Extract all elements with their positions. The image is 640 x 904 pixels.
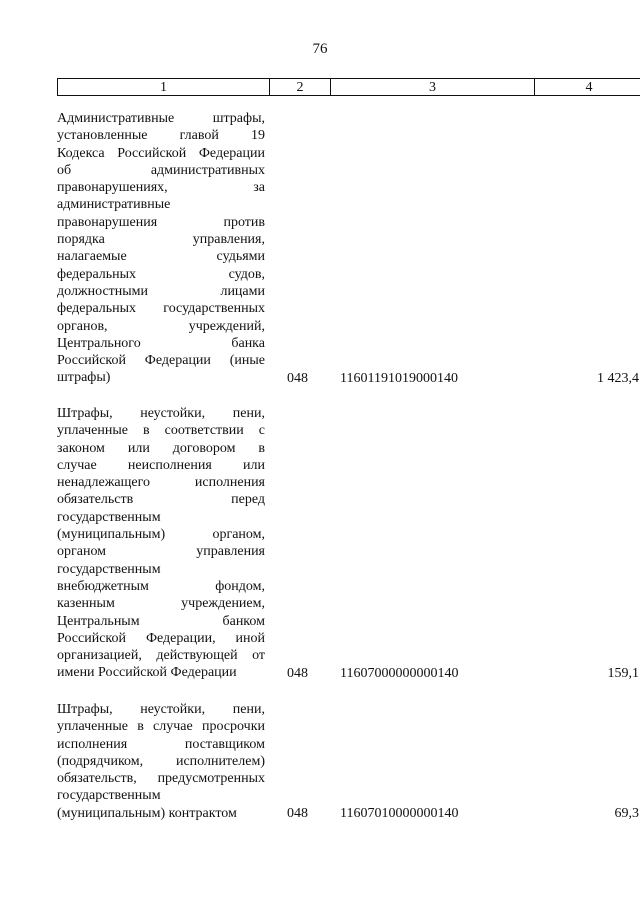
row-kbk-code: 11607010000000140 <box>340 806 459 822</box>
description-line: Центрального банка <box>57 335 265 351</box>
description-line: уплаченные в соответствии с <box>57 423 265 439</box>
description-line: Российской Федерации (иные <box>57 353 265 369</box>
description-line: Российской Федерации, иной <box>57 630 265 646</box>
description-line: имени Российской Федерации <box>57 665 237 681</box>
row-description <box>57 701 265 822</box>
description-line: случае неисполнения или <box>57 457 265 473</box>
row-description <box>57 110 265 387</box>
table-header-col-4: 4 <box>534 79 640 95</box>
description-line: федеральных судов, <box>57 266 265 282</box>
description-line: организацией, действующей от <box>57 648 265 664</box>
description-line: обязательств, предусмотренных <box>57 771 265 787</box>
row-admin-code: 048 <box>287 806 308 822</box>
description-line: установленные главой 19 <box>57 128 265 144</box>
page-number: 76 <box>312 41 328 57</box>
description-line: исполнения поставщиком <box>57 736 265 752</box>
description-line: (муниципальным) контрактом <box>57 805 237 821</box>
description-line: государственным <box>57 788 161 804</box>
row-kbk-code: 11607000000000140 <box>340 665 459 681</box>
description-line: об административных <box>57 162 265 178</box>
table-row <box>57 110 640 387</box>
row-admin-code: 048 <box>287 370 308 386</box>
description-line: правонарушениях, за <box>57 180 265 196</box>
description-line: порядка управления, <box>57 232 265 248</box>
description-line: органом управления <box>57 544 265 560</box>
row-amount: 159,1 <box>607 665 639 681</box>
table-row <box>57 405 640 682</box>
table-header-col-2: 2 <box>269 79 330 95</box>
description-line: должностными лицами <box>57 283 265 299</box>
table-header-col-1: 1 <box>160 80 167 95</box>
description-line: государственным <box>57 509 161 525</box>
description-line: органов, учреждений, <box>57 318 265 334</box>
description-line: Административные штрафы, <box>57 111 265 126</box>
description-line: Штрафы, неустойки, пени, <box>57 702 265 717</box>
row-description <box>57 405 265 682</box>
description-line: штрафы) <box>57 370 111 386</box>
description-line: уплаченные в случае просрочки <box>57 719 265 735</box>
row-kbk-code: 11601191019000140 <box>340 370 458 386</box>
description-line: (муниципальным) органом, <box>57 527 265 543</box>
description-line: Штрафы, неустойки, пени, <box>57 406 265 421</box>
description-line: внебюджетным фондом, <box>57 578 265 594</box>
table-row <box>57 701 640 822</box>
description-line: налагаемые судьями <box>57 249 265 265</box>
row-amount: 1 423,4 <box>597 370 639 386</box>
description-line: федеральных государственных <box>57 301 265 317</box>
row-amount: 69,3 <box>614 806 639 822</box>
description-line: (подрядчиком, исполнителем) <box>57 753 265 769</box>
table-header-row <box>57 78 640 96</box>
row-admin-code: 048 <box>287 665 308 681</box>
description-line: Центральным банком <box>57 613 265 629</box>
description-line: обязательств перед <box>57 492 265 508</box>
description-line: казенным учреждением, <box>57 596 265 612</box>
description-line: государственным <box>57 561 161 577</box>
description-line: административные <box>57 197 171 213</box>
description-line: правонарушения против <box>57 214 265 230</box>
description-line: Кодекса Российской Федерации <box>57 145 265 161</box>
description-line: законом или договором в <box>57 440 265 456</box>
table-header-col-3: 3 <box>330 79 534 95</box>
description-line: ненадлежащего исполнения <box>57 475 265 491</box>
